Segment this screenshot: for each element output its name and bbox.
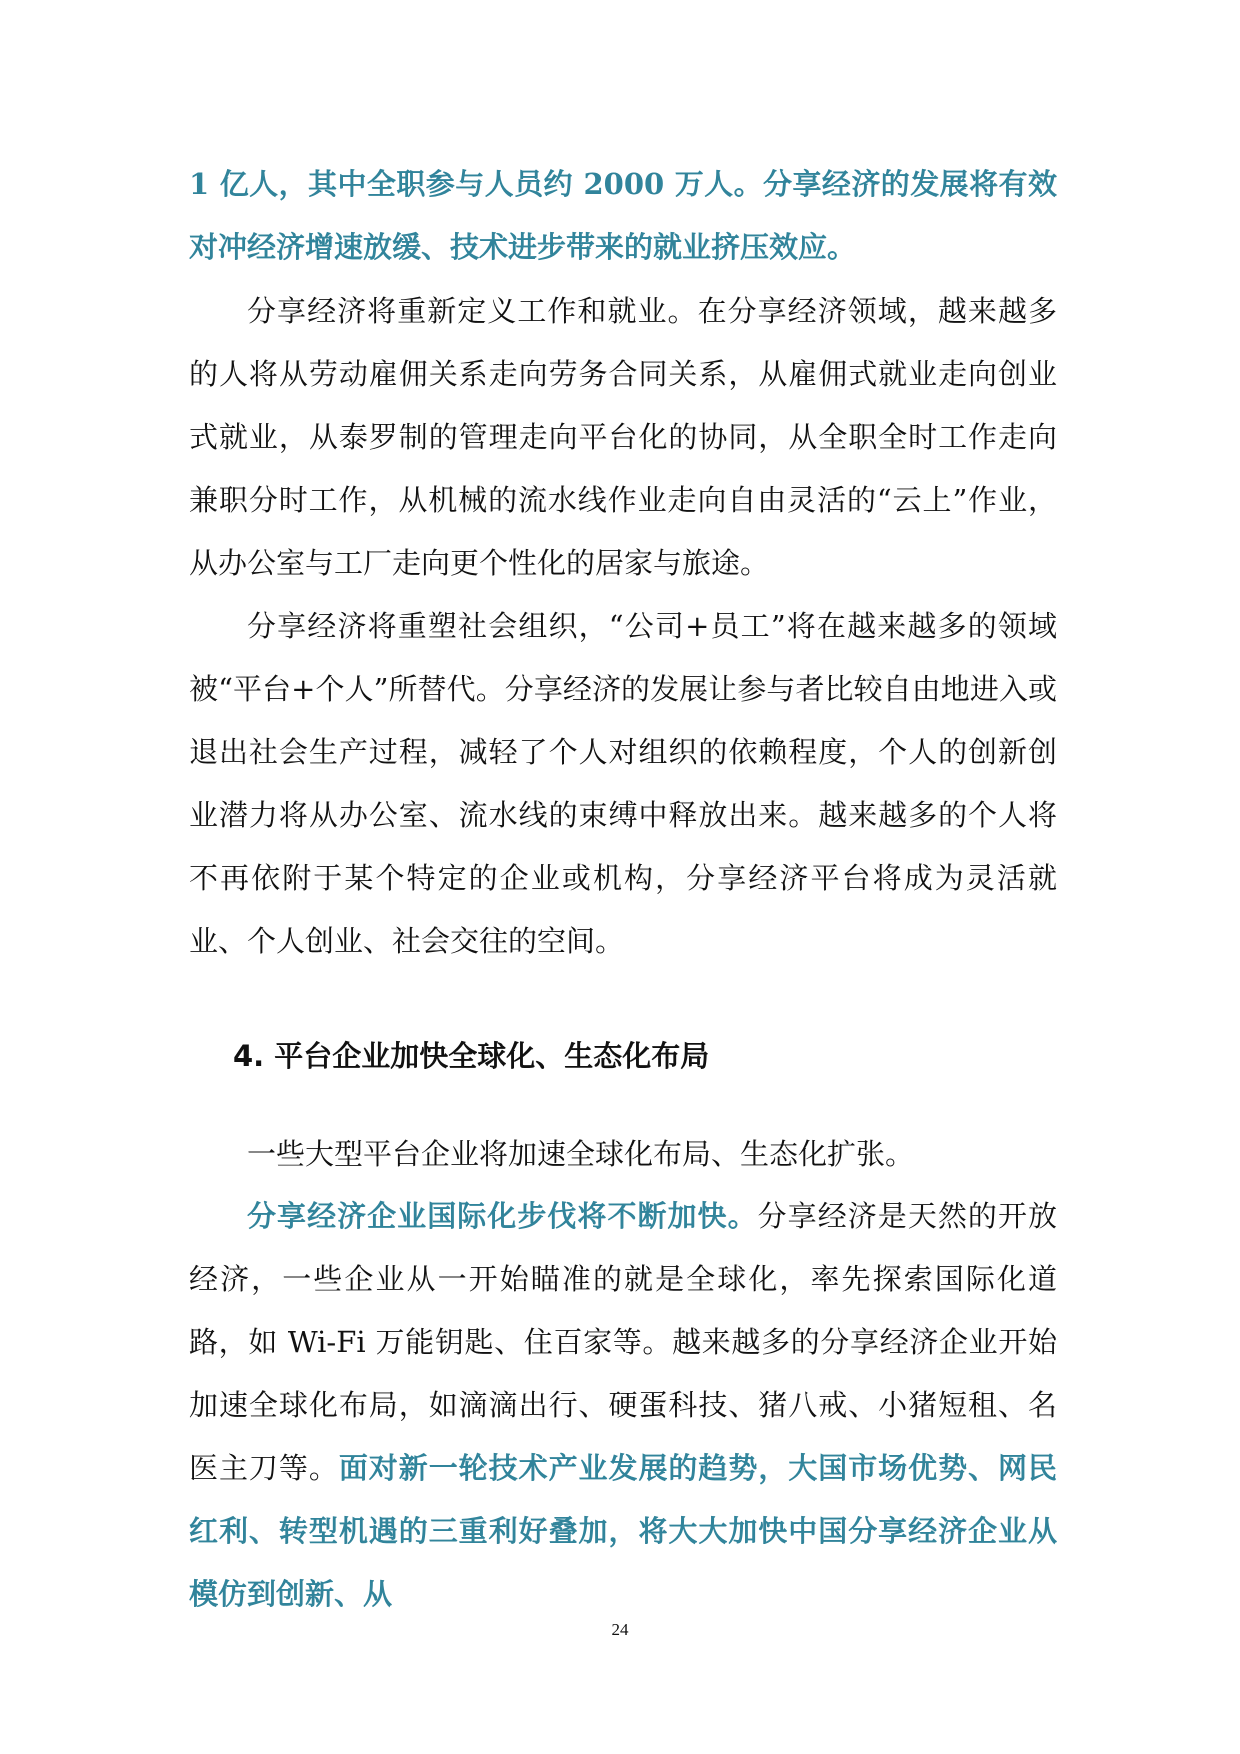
body-text: 一些大型平台企业将加速全球化布局、生态化扩张。	[247, 1137, 915, 1171]
highlighted-text: 1 亿人，其中全职参与人员约 2000 万人。分享经济的发展将有效对冲经济增速放缓、技术进步带来的就业挤压效应。	[189, 167, 1057, 264]
highlighted-text: 面对新一轮技术产业发展的趋势，大国市场优势、网民红利、转型机遇的三重利好叠加，将大大加快中国分享经济企业从模仿到创新、从	[189, 1451, 1057, 1611]
body-text: 分享经济是天然的开放经济，一些企业从一开始瞄准的就是全球化，率先探索国际化道路，如 Wi-Fi 万能钥匙、住百家等。越来越多的分享经济企业开始加速全球化布局，如滴滴出行、硬蛋科技、猪八戒、小猪短租、名医主刀等。	[189, 1199, 1057, 1485]
paragraph-employment-impact	[189, 153, 1057, 279]
paragraph-internationalization	[189, 1185, 1057, 1626]
highlighted-text: 分享经济企业国际化步伐将不断加快。	[247, 1199, 758, 1233]
paragraph-redefine-work	[189, 280, 1057, 595]
page-number: 24	[611, 1620, 629, 1639]
section-heading: 4. 平台企业加快全球化、生态化布局	[233, 1039, 710, 1073]
paragraph-platform-intro	[189, 1123, 1057, 1186]
paragraph-reshape-organization	[189, 595, 1057, 973]
body-text: 分享经济将重新定义工作和就业。在分享经济领域，越来越多的人将从劳动雇佣关系走向劳务合同关系，从雇佣式就业走向创业式就业，从泰罗制的管理走向平台化的协同，从全职全时工作走向兼职分时工作，从机械的流水线作业走向自由灵活的“云上”作业，从办公室与工厂走向更个性化的居家与旅途。	[189, 294, 1057, 580]
body-text: 分享经济将重塑社会组织，“公司+员工”将在越来越多的领域被“平台+个人”所替代。分享经济的发展让参与者比较自由地进入或退出社会生产过程，减轻了个人对组织的依赖程度，个人的创新创业潜力将从办公室、流水线的束缚中释放出来。越来越多的个人将不再依附于某个特定的企业或机构，分享经济平台将成为灵活就业、个人创业、社会交往的空间。	[189, 609, 1057, 958]
